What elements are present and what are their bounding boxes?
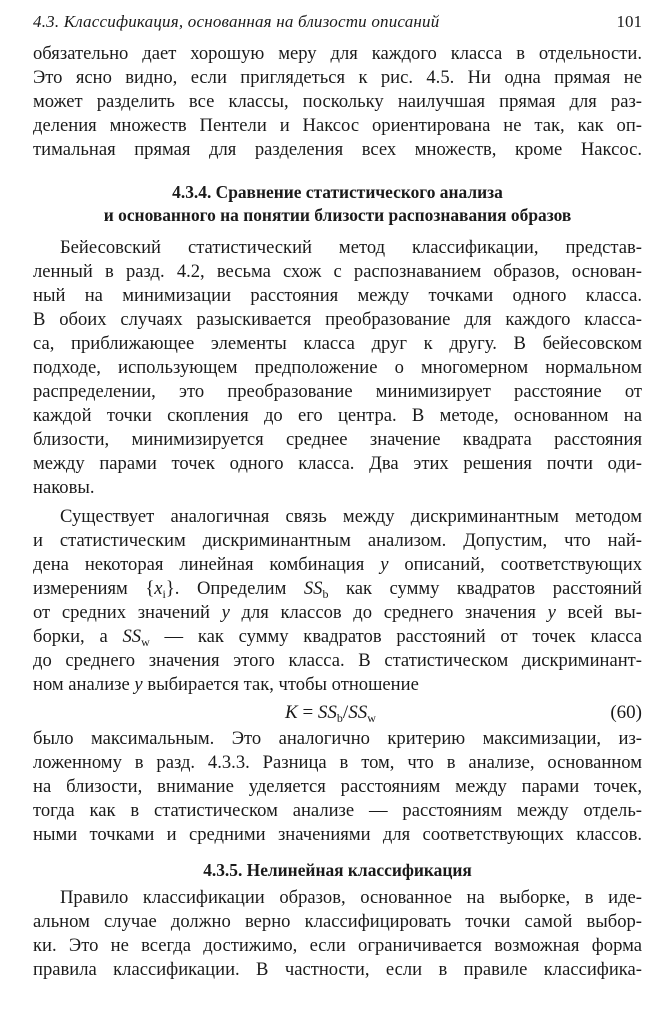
paragraph-line: дена некоторая линейная комбинация y описаний, соответствующих [33, 554, 643, 575]
paragraph-line: ный на минимизации расстояния между точками одного класса. [33, 285, 642, 306]
paragraph-line: может разделить все классы, поскольку наилучшая прямая для раз- [33, 91, 642, 112]
paragraph-line: ленный в разд. 4.2, весьма схож с распознаванием образов, основан- [33, 261, 642, 282]
paragraph-line: было максимальным. Это аналогично критерию максимизации, из- [33, 728, 642, 749]
paragraph-line: Бейесовский статистический метод классификации, представ- [60, 237, 642, 258]
paragraph-line: тимальная прямая для разделения всех множеств, кроме Наксос. [33, 139, 642, 160]
paragraph-line: ными точками и средними значениями для соответствующих классов. [33, 824, 642, 845]
equation: $K = SS_b/SS_w$ [285, 702, 376, 725]
paragraph-line: от средних значений y для классов до среднего значения y всей вы- [33, 602, 642, 623]
paragraph-line: каждой точки скопления до его центра. В методе, основанном на [33, 405, 642, 426]
paragraph-line: наковы. [33, 477, 95, 498]
paragraph-line: са, приближающее элементы класса друг к другу. В бейесовском [33, 333, 642, 354]
paragraph-line: обязательно дает хорошую меру для каждого класса в отдельности. [33, 43, 642, 64]
paragraph-line: Существует аналогичная связь между дискриминантным методом [60, 506, 642, 527]
section-heading: 4.3.5. Нелинейная классификация [203, 860, 472, 880]
paragraph-line: деления множеств Пентели и Наксос ориентирована не так, как оп- [33, 115, 642, 136]
equation-number: (60) [610, 702, 642, 723]
paragraph-line: В обоих случаях разыскивается преобразование для каждого класса- [33, 309, 642, 330]
paragraph-line: Правило классификации образов, основанное на выборке, в иде- [60, 887, 642, 908]
paragraph-line: Это ясно видно, если приглядеться к рис. 4.5. Ни одна прямая не [33, 67, 642, 88]
paragraph-line: на близости, внимание уделяется расстояниям между парами точек, [33, 776, 642, 797]
paragraph-line: тогда как в статистическом анализе — расстояниям между отдель- [33, 800, 642, 821]
paragraph-line: между парами точек одного класса. Два этих решения почти оди- [33, 453, 642, 474]
running-head [33, 10, 642, 34]
section-heading: и основанного на понятии близости распознавания образов [103, 205, 572, 225]
paragraph-line: подходе, использующем предположение о многомерном нормальном [33, 357, 642, 378]
paragraph-line: до среднего значения этого класса. В статистическом дискриминант- [33, 650, 642, 671]
paragraph-line: и статистическим дискриминантным анализом. Допустим, что най- [33, 530, 642, 551]
paragraph-line: правила классификации. В частности, если в правиле классифика- [33, 959, 642, 980]
paragraph-line: измерениям $\{x_i\}$. Определим $SS_b$ как сумму квадратов расстояний [33, 578, 642, 601]
paragraph-line: ки. Это не всегда достижимо, если ограничивается возможная форма [33, 935, 642, 956]
paragraph-line: альном случае должно верно классифицировать точки самой выбор- [33, 911, 642, 932]
page-number: 101 [616, 12, 642, 31]
paragraph-line: ном анализе y выбирается так, чтобы отношение [33, 674, 419, 695]
paragraph-line: распределении, это преобразование минимизирует расстояние от [33, 381, 642, 402]
running-head-title: 4.3. Классификация, основанная на близости описаний [33, 12, 440, 31]
paragraph-line: ложенному в разд. 4.3.3. Разница в том, что в анализе, основанном [33, 752, 642, 773]
paragraph-line: близости, минимизируется среднее значение квадрата расстояния [33, 429, 642, 450]
paragraph-line: борки, а $SS_w$ — как сумму квадратов расстояний от точек класса [33, 626, 642, 649]
section-heading: 4.3.4. Сравнение статистического анализа [172, 182, 503, 202]
